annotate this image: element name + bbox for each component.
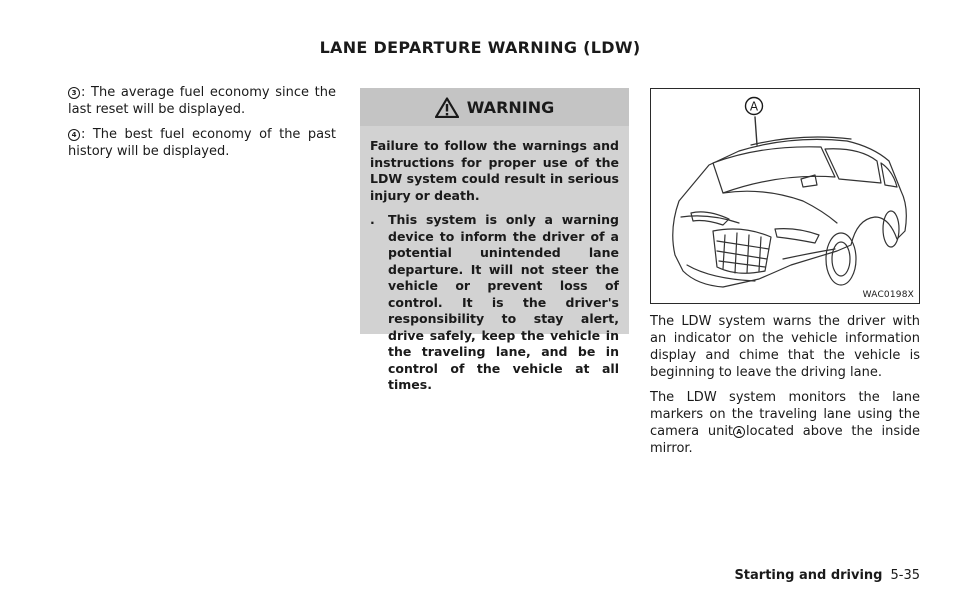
bullet-marker: . <box>370 212 375 227</box>
warning-bullet <box>370 212 619 394</box>
right-column <box>650 313 920 465</box>
list-item-text: : The average fuel economy since the last reset will be displayed. <box>68 85 336 117</box>
page-number: 5-35 <box>890 568 920 583</box>
page-title: LANE DEPARTURE WARNING (LDW) <box>319 38 641 57</box>
warning-triangle-icon <box>435 97 459 118</box>
paragraph-text: located above the inside mirror. <box>650 424 921 456</box>
warning-body <box>360 126 629 394</box>
section-name: Starting and driving <box>734 568 883 583</box>
figure-code: WAC0198X <box>862 290 914 300</box>
warning-bullet-text: This system is only a warning device to inform the driver of a potential unintended lane departure. It will not steer the vehicle or prevent loss of control. It is the driver's responsibility to stay alert, drive safely, keep the vehicle in the traveling lane, and be in control of the vehicle at all times. <box>388 212 619 392</box>
left-column <box>68 84 336 168</box>
list-item <box>68 84 336 118</box>
circled-number-4-icon: 4 <box>68 129 80 141</box>
paragraph-text: The LDW system monitors the lane markers on the traveling lane using the camera unit <box>650 390 920 439</box>
warning-header <box>360 88 629 126</box>
page-footer <box>734 568 920 583</box>
list-item-text: : The best fuel economy of the past history will be displayed. <box>68 127 336 159</box>
circled-number-3-icon: 3 <box>68 87 80 99</box>
car-camera-illustration <box>650 88 920 304</box>
warning-title: WARNING <box>466 97 555 117</box>
figure-callout-label: A <box>749 99 759 114</box>
circled-letter-a-icon: A <box>733 426 745 438</box>
warning-box <box>360 88 629 392</box>
list-item <box>68 126 336 160</box>
description-paragraph: The LDW system warns the driver with an indicator on the vehicle information display and chime that the vehicle is beginning to leave the driving lane. <box>650 314 920 380</box>
warning-intro: Failure to follow the warnings and instructions for proper use of the LDW system could result in serious injury or death. <box>370 138 619 203</box>
description-paragraph <box>650 389 920 457</box>
car-illustration <box>651 89 919 303</box>
